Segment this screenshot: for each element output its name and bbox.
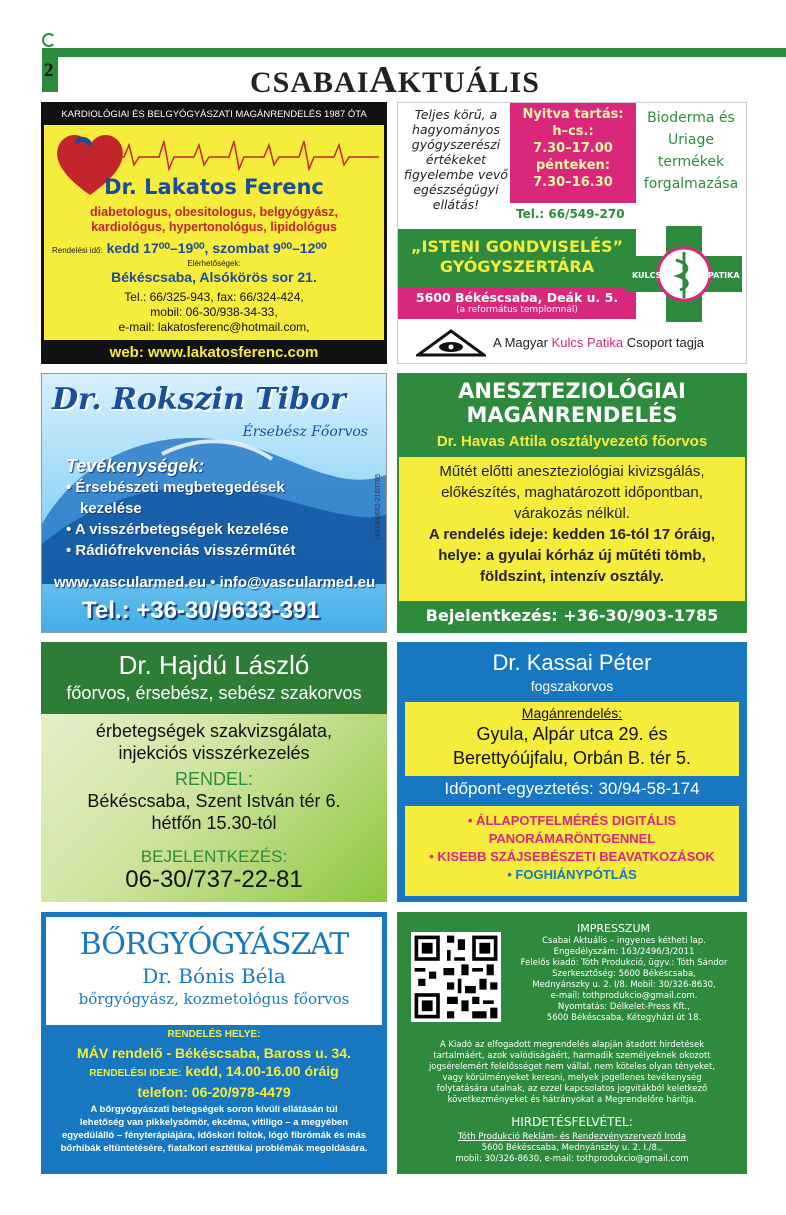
office-address: 5600 Békéscsaba, Mednyánszky u. 2. I./8., [481, 1143, 663, 1153]
doctor-name: Dr. Rokszin Tibor [52, 382, 346, 417]
cross-label: KULCS [632, 271, 662, 280]
ads-title: HIRDETÉSFELVÉTEL: [511, 1115, 633, 1129]
eye-logo-icon [416, 329, 486, 357]
office-name: Tóth Produkció Reklám- és Rendezvényszervező Iroda [458, 1132, 686, 1142]
detail-line: várakozás nélkül. [514, 505, 630, 522]
doctor-name: Dr. Bónis Béla [142, 964, 286, 988]
place: MÁV rendelő - Békéscsaba, Baross u. 34. [77, 1045, 351, 1061]
disclaimer-line: folytatására utalnak, az ezzel kapcsolatos jogvitákból keletkező [436, 1084, 708, 1094]
disclaimer-line: jogsérelemért felelősséget nem vállal, nem köteles olyan tényeket, [428, 1062, 716, 1072]
title-line: ANESZTEZIOLÓGIAI [458, 379, 686, 403]
rendel-label: RENDEL: [174, 769, 254, 789]
ad-anesthesiology [397, 373, 747, 633]
kulcs-patika-cross-icon [626, 224, 742, 324]
intro-text: Teljes körű, a hagyományos gyógyszerészi értékeket figyelembe vevő egészségügyi ellátás! [403, 107, 509, 212]
member-brand: Kulcs Patika [551, 335, 624, 350]
office-hours [52, 240, 384, 257]
address: Békéscsaba, Alsókörös sor 21. [111, 269, 317, 285]
disclaimer [407, 1040, 737, 1106]
phone: telefon: 06-20/978-4479 [137, 1084, 291, 1100]
doctor-role: fogszakorvos [530, 678, 614, 694]
impresszum-title: IMPRESSZUM [577, 922, 651, 935]
email-line: e-mail: lakatosferenc@hotmail.com, [118, 320, 310, 334]
doctor-name: Dr. Hajdú László [118, 650, 310, 680]
detail-line: földszint, intenzív osztály. [480, 568, 664, 585]
open-days: pénteken: [536, 158, 610, 173]
desc-line: A bőrgyógyászati betegségek soron kívüli ellátásán túl [90, 1104, 338, 1115]
open-hours: 7.30–16.30 [533, 175, 613, 190]
tel-line: Tel.: 66/325-943, fax: 66/324-424, [124, 290, 304, 304]
info-line: Felelős kiadó: Tóth Produkció, ügyv.: Tóth Sándor [520, 958, 728, 968]
phone: Tel.: +36-30/9633-391 [82, 597, 320, 624]
address-line: 5600 Békéscsaba, Deák u. 5. [415, 290, 619, 305]
disclaimer-line: tartalmáért, azok valódiságáért, harmadik személyeknek okozott [433, 1051, 711, 1061]
title-initial: A [369, 59, 398, 101]
ad-pharmacy [397, 102, 747, 364]
service-item: • KISEBB SZÁJSEBÉSZETI BEAVATKOZÁSOK [429, 849, 715, 864]
pharmacy-address [398, 287, 636, 319]
address-note: (a református templomnál) [456, 305, 578, 315]
hours-label: Rendelési idő: [52, 246, 103, 255]
cross-label: PATIKA [708, 271, 740, 280]
page-number: 2 [44, 60, 54, 81]
description [46, 1103, 382, 1155]
booking-label: BEJELENTKEZÉS: [140, 847, 288, 866]
publisher-info [505, 936, 743, 1024]
activities [66, 456, 296, 561]
spec-line: kardiológus, hypertonológus, lipidológus [91, 220, 337, 234]
ad-body [44, 125, 384, 340]
ad-lakatos [41, 102, 387, 364]
ad-banner: KARDIOLÓGIAI ÉS BELGYÓGYÁSZATI MAGÁNRENDELÉS 1987 ÓTA [61, 109, 367, 120]
ad-bonis [41, 912, 387, 1174]
service-item: PANORÁMARÖNTGENNEL [488, 831, 656, 846]
logo-swirl-icon [42, 33, 56, 47]
place-label: RENDELÉS HELYE: [167, 1029, 261, 1040]
address [41, 790, 387, 834]
doctor-title: Érsebész Főorvos [242, 424, 368, 440]
doctor-name: Dr. Havas Attila osztályvezető főorvos [436, 433, 708, 450]
ad-rokszin [41, 373, 387, 633]
doctor-role: bőrgyógyász, kozmetológus főorvos [78, 990, 350, 1008]
contact-info [44, 290, 384, 335]
title-line: MAGÁNRENDELÉS [466, 403, 678, 427]
detail-line: Műtét előtti aneszteziológiai kivizsgálás, [439, 463, 705, 480]
ads-contact [397, 1132, 747, 1165]
address-line: Gyula, Alpár utca 29. és [476, 724, 668, 744]
ad-kassai [397, 642, 747, 902]
detail-line: helye: a gyulai kórház új műtéti tömb, [438, 547, 706, 564]
pharmacy-name [398, 229, 636, 287]
open-days: h–cs.: [552, 124, 594, 139]
mobile-line: mobil: 06-30/938-34-33, [150, 305, 278, 319]
ad-details [46, 1026, 382, 1155]
detail-line: előkészítés, maghatározott időpontban, [441, 484, 703, 501]
appointment-phone: Időpont-egyeztetés: 30/94-58-174 [444, 779, 700, 798]
ad-hajdu [41, 642, 387, 902]
service-line: érbetegségek szakvizsgálata, [95, 721, 333, 741]
desc-line: egyedülálló – fényterápiájára, időskori foltok, lógó fibrómák és más [61, 1130, 367, 1141]
desc-line: lehetőség van pikkelysömör, ekcéma, vitiligo – a megyében [79, 1117, 349, 1128]
service-item: • FOGHIÁNYPÓTLÁS [507, 867, 637, 882]
specialties [44, 205, 384, 235]
open-title: Nyitva tartás: [522, 107, 624, 122]
disclaimer-line: vagy körülményeket keresni, melyek jogellenes tevékenység [442, 1073, 702, 1083]
activity-item: • A visszérbetegségek kezelése [66, 521, 289, 538]
member-text [493, 335, 704, 350]
disclaimer-line: A Kiadó az elfogadott megrendelés alapján átadott hirdetések [439, 1040, 705, 1050]
info-line: Engedélyszám: 163/2496/3/2011 [553, 947, 695, 957]
doctor-name: Dr. Lakatos Ferenc [104, 175, 324, 199]
address-line: Békéscsaba, Szent István tér 6. [87, 791, 341, 811]
ad-title: BŐRGYÓGYÁSZAT [79, 927, 349, 962]
services-list [405, 806, 739, 896]
member-post: Csoport tagja [626, 335, 705, 350]
info-line: Szerkesztőség: 5600 Békéscsaba, [552, 969, 696, 979]
member-pre: A Magyar [493, 335, 548, 350]
spec-line: diabetologus, obesitologus, belgyógyász, [90, 205, 338, 219]
disclaimer-line: következményeket és hátrányokat a Megrendelőre hárítja. [447, 1095, 697, 1105]
ad-title [397, 379, 747, 427]
services [41, 720, 387, 764]
desc-line: bőrhibák eltüntetésére, fiatalkori esztétikai problémák megoldására. [60, 1143, 368, 1154]
hours-value: kedd 17⁰⁰–19⁰⁰, szombat 9⁰⁰–12⁰⁰ [106, 240, 327, 256]
website-email[interactable]: www.vascularmed.eu • info@vascularmed.eu [54, 574, 376, 591]
ad-header [46, 917, 382, 1025]
bio-text: Bioderma és Uriage termékek forgalmazása [643, 110, 739, 192]
info-line: Nyomtatás: Délkelet-Press Kft., [557, 1002, 691, 1012]
office-contact: mobil: 30/326-8630, e-mail: tothprodukcio@gmail.com [455, 1154, 689, 1164]
qr-code-icon[interactable] [411, 932, 501, 1022]
activity-item: • Rádiófrekvenciás visszérműtét [66, 542, 296, 559]
title-part: CSABAI [250, 66, 370, 99]
doctor-name: Dr. Kassai Péter [492, 650, 652, 675]
info-line: Csabai Aktuális – ingyenes kétheti lap. [542, 936, 706, 946]
hours-line: hétfőn 15.30-tól [151, 813, 277, 833]
activities-title: Tevékenységek: [66, 456, 205, 476]
address-line: Berettyóújfalu, Orbán B. tér 5. [452, 748, 692, 768]
booking-phone: Bejelentkezés: +36-30/903-1785 [425, 606, 719, 625]
service-item: • ÁLLAPOTFELMÉRÉS DIGITÁLIS [467, 813, 677, 828]
info-line: e-mail: tothprodukcio@gmail.com. [550, 991, 698, 1001]
impresszum [397, 912, 747, 1174]
info-line: 5600 Békéscsaba, Kétegyházi út 18. [546, 1013, 702, 1023]
time: kedd, 14.00-16.00 óráig [185, 1063, 339, 1079]
time-line [46, 1062, 382, 1083]
info-line: Mednyánszky u. 2. I/8. Mobil: 30/326-8630, [532, 980, 716, 990]
ad-code: H00006682-2160785 [375, 474, 382, 540]
open-hours: 7.30–17.00 [533, 141, 613, 156]
doctor-role: főorvos, érsebész, sebész szakorvos [66, 683, 362, 703]
title-part: KTUÁLIS [397, 66, 540, 99]
ad-details [399, 457, 745, 601]
pharmacy-phone: Tel.: 66/549-270 [516, 207, 625, 221]
phone: 06-30/737-22-81 [125, 866, 303, 893]
magazine-title [250, 58, 540, 102]
website-link[interactable]: web: www.lakatosferenc.com [109, 344, 319, 361]
practice-box [405, 702, 739, 776]
activity-item: • Érsebészeti megbetegedések [66, 479, 285, 496]
ad-header [41, 642, 387, 714]
ecg-line-icon [104, 135, 379, 175]
activity-item: kezelése [80, 500, 142, 517]
practice-label: Magánrendelés: [521, 705, 623, 721]
service-line: injekciós visszérkezelés [118, 743, 310, 763]
detail-line: A rendelés ideje: kedden 16-tól 17 óráig, [428, 526, 716, 543]
name-line: GYÓGYSZERTÁRA [439, 257, 595, 276]
time-label: RENDELÉSI IDEJE: [89, 1068, 182, 1079]
opening-hours [510, 103, 636, 203]
reach-label: Elérhetőségek: [187, 259, 241, 268]
name-line: „ISTENI GONDVISELÉS” [410, 237, 624, 256]
